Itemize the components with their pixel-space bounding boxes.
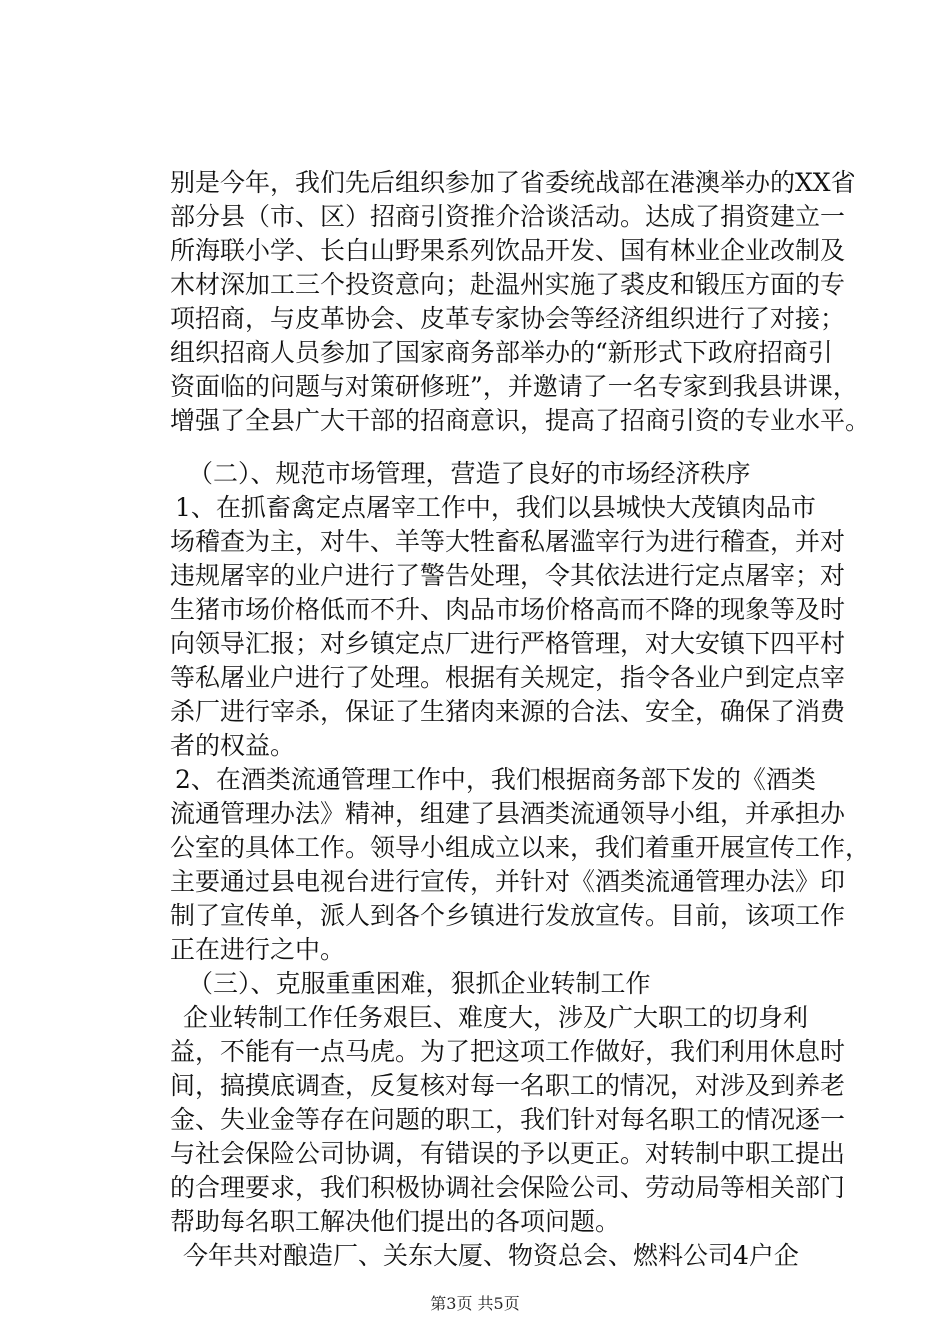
text-line: 者的权益。 <box>170 731 296 760</box>
text-line: 2、在酒类流通管理工作中，我们根据商务部下发的《酒类 <box>175 765 816 794</box>
text-line: 所海联小学、长白山野果系列饮品开发、国有林业企业改制及 <box>170 236 846 265</box>
text-line: 部分县（市、区）招商引资推介洽谈活动。达成了捐资建立一 <box>170 202 846 231</box>
text-line: 生猪市场价格低而不升、肉品市场价格高而不降的现象等及时 <box>170 595 846 624</box>
text-line: 正在进行之中。 <box>170 935 346 964</box>
text-line: 的合理要求，我们积极协调社会保险公司、劳动局等相关部门 <box>170 1173 846 1202</box>
text-line: 帮助每名职工解决他们提出的各项问题。 <box>170 1207 621 1236</box>
text-line: （三）、克服重重困难，狠抓企业转制工作 <box>188 969 651 998</box>
text-line: 向领导汇报；对乡镇定点厂进行严格管理，对大安镇下四平村 <box>170 629 846 658</box>
text-line: 等私屠业户进行了处理。根据有关规定，指令各业户到定点宰 <box>170 663 846 692</box>
text-line: 益，不能有一点马虎。为了把这项工作做好，我们利用休息时 <box>170 1037 846 1066</box>
text-line: 杀厂进行宰杀，保证了生猪肉来源的合法、安全，确保了消费 <box>170 697 846 726</box>
text-line: （二）、规范市场管理，营造了良好的市场经济秩序 <box>188 459 751 488</box>
text-line: 企业转制工作任务艰巨、难度大，涉及广大职工的切身利 <box>183 1003 809 1032</box>
text-line: 制了宣传单，派人到各个乡镇进行发放宣传。目前，该项工作 <box>170 901 846 930</box>
text-line: 今年共对酿造厂、关东大厦、物资总会、燃料公司4户企 <box>183 1241 799 1270</box>
text-line: 金、失业金等存在问题的职工，我们针对每名职工的情况逐一 <box>170 1105 846 1134</box>
text-line: 公室的具体工作。领导小组成立以来，我们着重开展宣传工作， <box>170 833 871 862</box>
text-line: 流通管理办法》精神，组建了县酒类流通领导小组，并承担办 <box>170 799 846 828</box>
text-line: 间，搞摸底调查，反复核对每一名职工的情况，对涉及到养老 <box>170 1071 846 1100</box>
text-line: 1、在抓畜禽定点屠宰工作中，我们以县城快大茂镇肉品市 <box>175 493 816 522</box>
text-line: 别是今年，我们先后组织参加了省委统战部在港澳举办的XX省 <box>170 168 856 197</box>
text-line: 违规屠宰的业户进行了警告处理，令其依法进行定点屠宰；对 <box>170 561 846 590</box>
text-line: 主要通过县电视台进行宣传，并针对《酒类流通管理办法》印 <box>170 867 846 896</box>
text-line: 组织招商人员参加了国家商务部举办的“新形式下政府招商引 <box>170 338 833 367</box>
text-line: 资面临的问题与对策研修班”，并邀请了一名专家到我县讲课， <box>170 372 858 401</box>
text-line: 木材深加工三个投资意向；赴温州实施了裘皮和锻压方面的专 <box>170 270 846 299</box>
text-line: 与社会保险公司协调，有错误的予以更正。对转制中职工提出 <box>170 1139 846 1168</box>
text-line: 场稽查为主，对牛、羊等大牲畜私屠滥宰行为进行稽查，并对 <box>170 527 846 556</box>
text-line: 项招商，与皮革协会、皮革专家协会等经济组织进行了对接； <box>170 304 846 333</box>
text-line: 增强了全县广大干部的招商意识，提高了招商引资的专业水平。 <box>170 406 871 435</box>
page-footer: 第3页 共5页 <box>430 1294 520 1313</box>
